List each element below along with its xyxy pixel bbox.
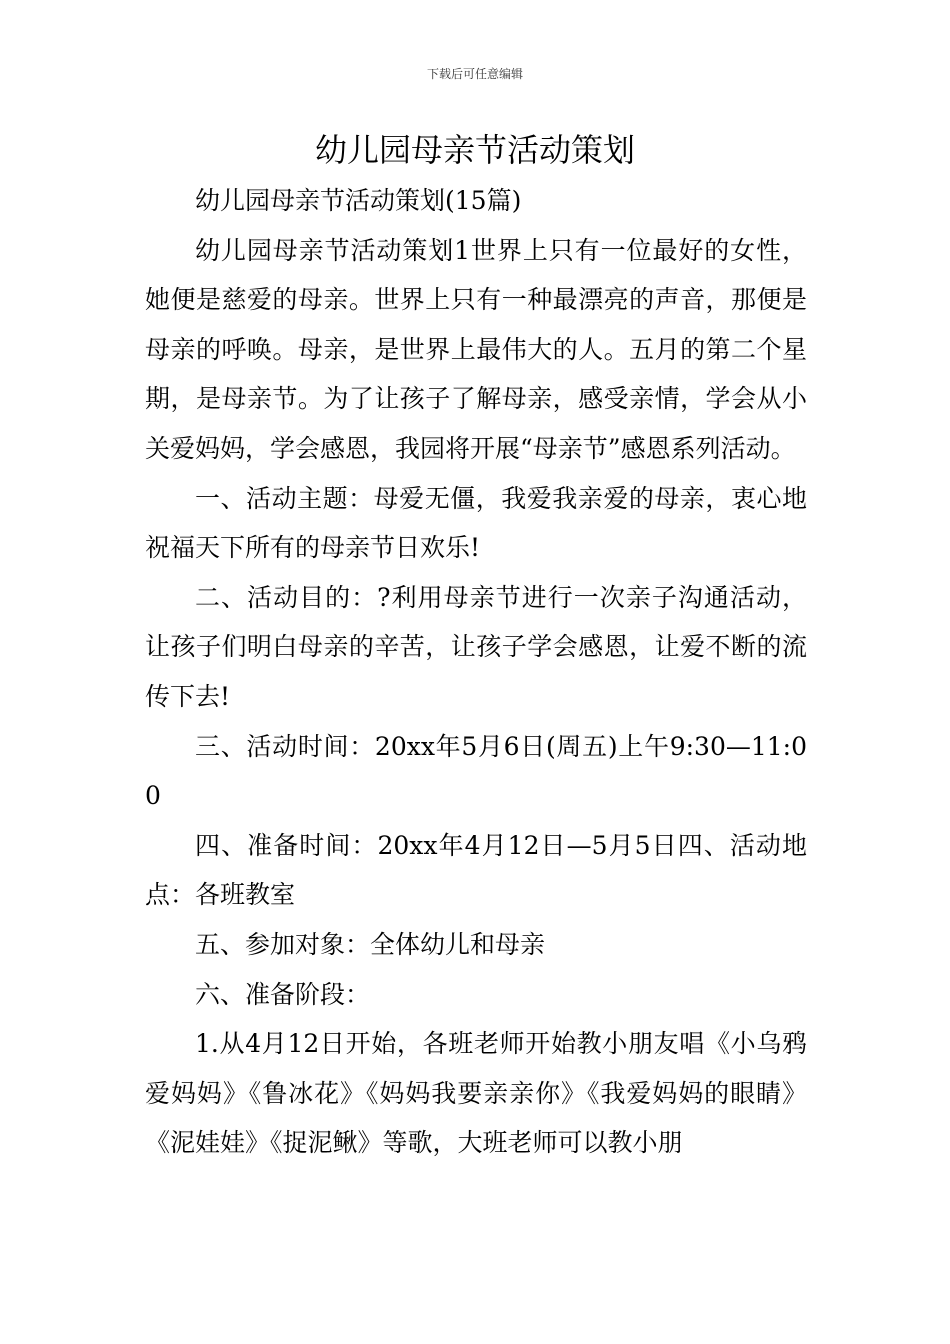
- paragraph-intro: 幼儿园母亲节活动策划1世界上只有一位最好的女性，她便是慈爱的母亲。世界上只有一种最漂亮的声音，那便是母亲的呼唤。母亲，是世界上最伟大的人。五月的第二个星期，是母亲节。为了让孩子了解母亲，感受亲情，学会从小关爱妈妈，学会感恩，我园将开展“母亲节”感恩系列活动。: [145, 235, 807, 463]
- paragraph-theme: 一、活动主题：母爱无僵，我爱我亲爱的母亲，衷心地祝福天下所有的母亲节日欢乐!: [145, 483, 807, 563]
- header-note: 下载后可任意编辑: [426, 67, 523, 81]
- document-body: [145, 176, 807, 1168]
- paragraph-step-1: 1.从4月12日开始，各班老师开始教小朋友唱《小乌鸦爱妈妈》《鲁冰花》《妈妈我要亲亲你》《我爱妈妈的眼睛》《泥娃娃》《捉泥鳅》等歌，大班老师可以教小朋: [145, 1029, 807, 1158]
- paragraph-prep-time: 四、准备时间：20xx年4月12日—5月5日四、活动地点：各班教室: [145, 830, 807, 910]
- document-subtitle: 幼儿园母亲节活动策划(15篇): [195, 186, 522, 215]
- paragraph-prep-stage: 六、准备阶段：: [195, 979, 371, 1009]
- paragraph-time: 三、活动时间：20xx年5月6日(周五)上午9:30—11:00: [145, 731, 807, 811]
- document-title: 幼儿园母亲节活动策划: [314, 131, 635, 169]
- paragraph-participants: 五、参加对象：全体幼儿和母亲: [195, 929, 546, 959]
- paragraph-purpose: 二、活动目的：?利用母亲节进行一次亲子沟通活动，让孩子们明白母亲的辛苦，让孩子学会感恩，让爱不断的流传下去!: [145, 582, 807, 711]
